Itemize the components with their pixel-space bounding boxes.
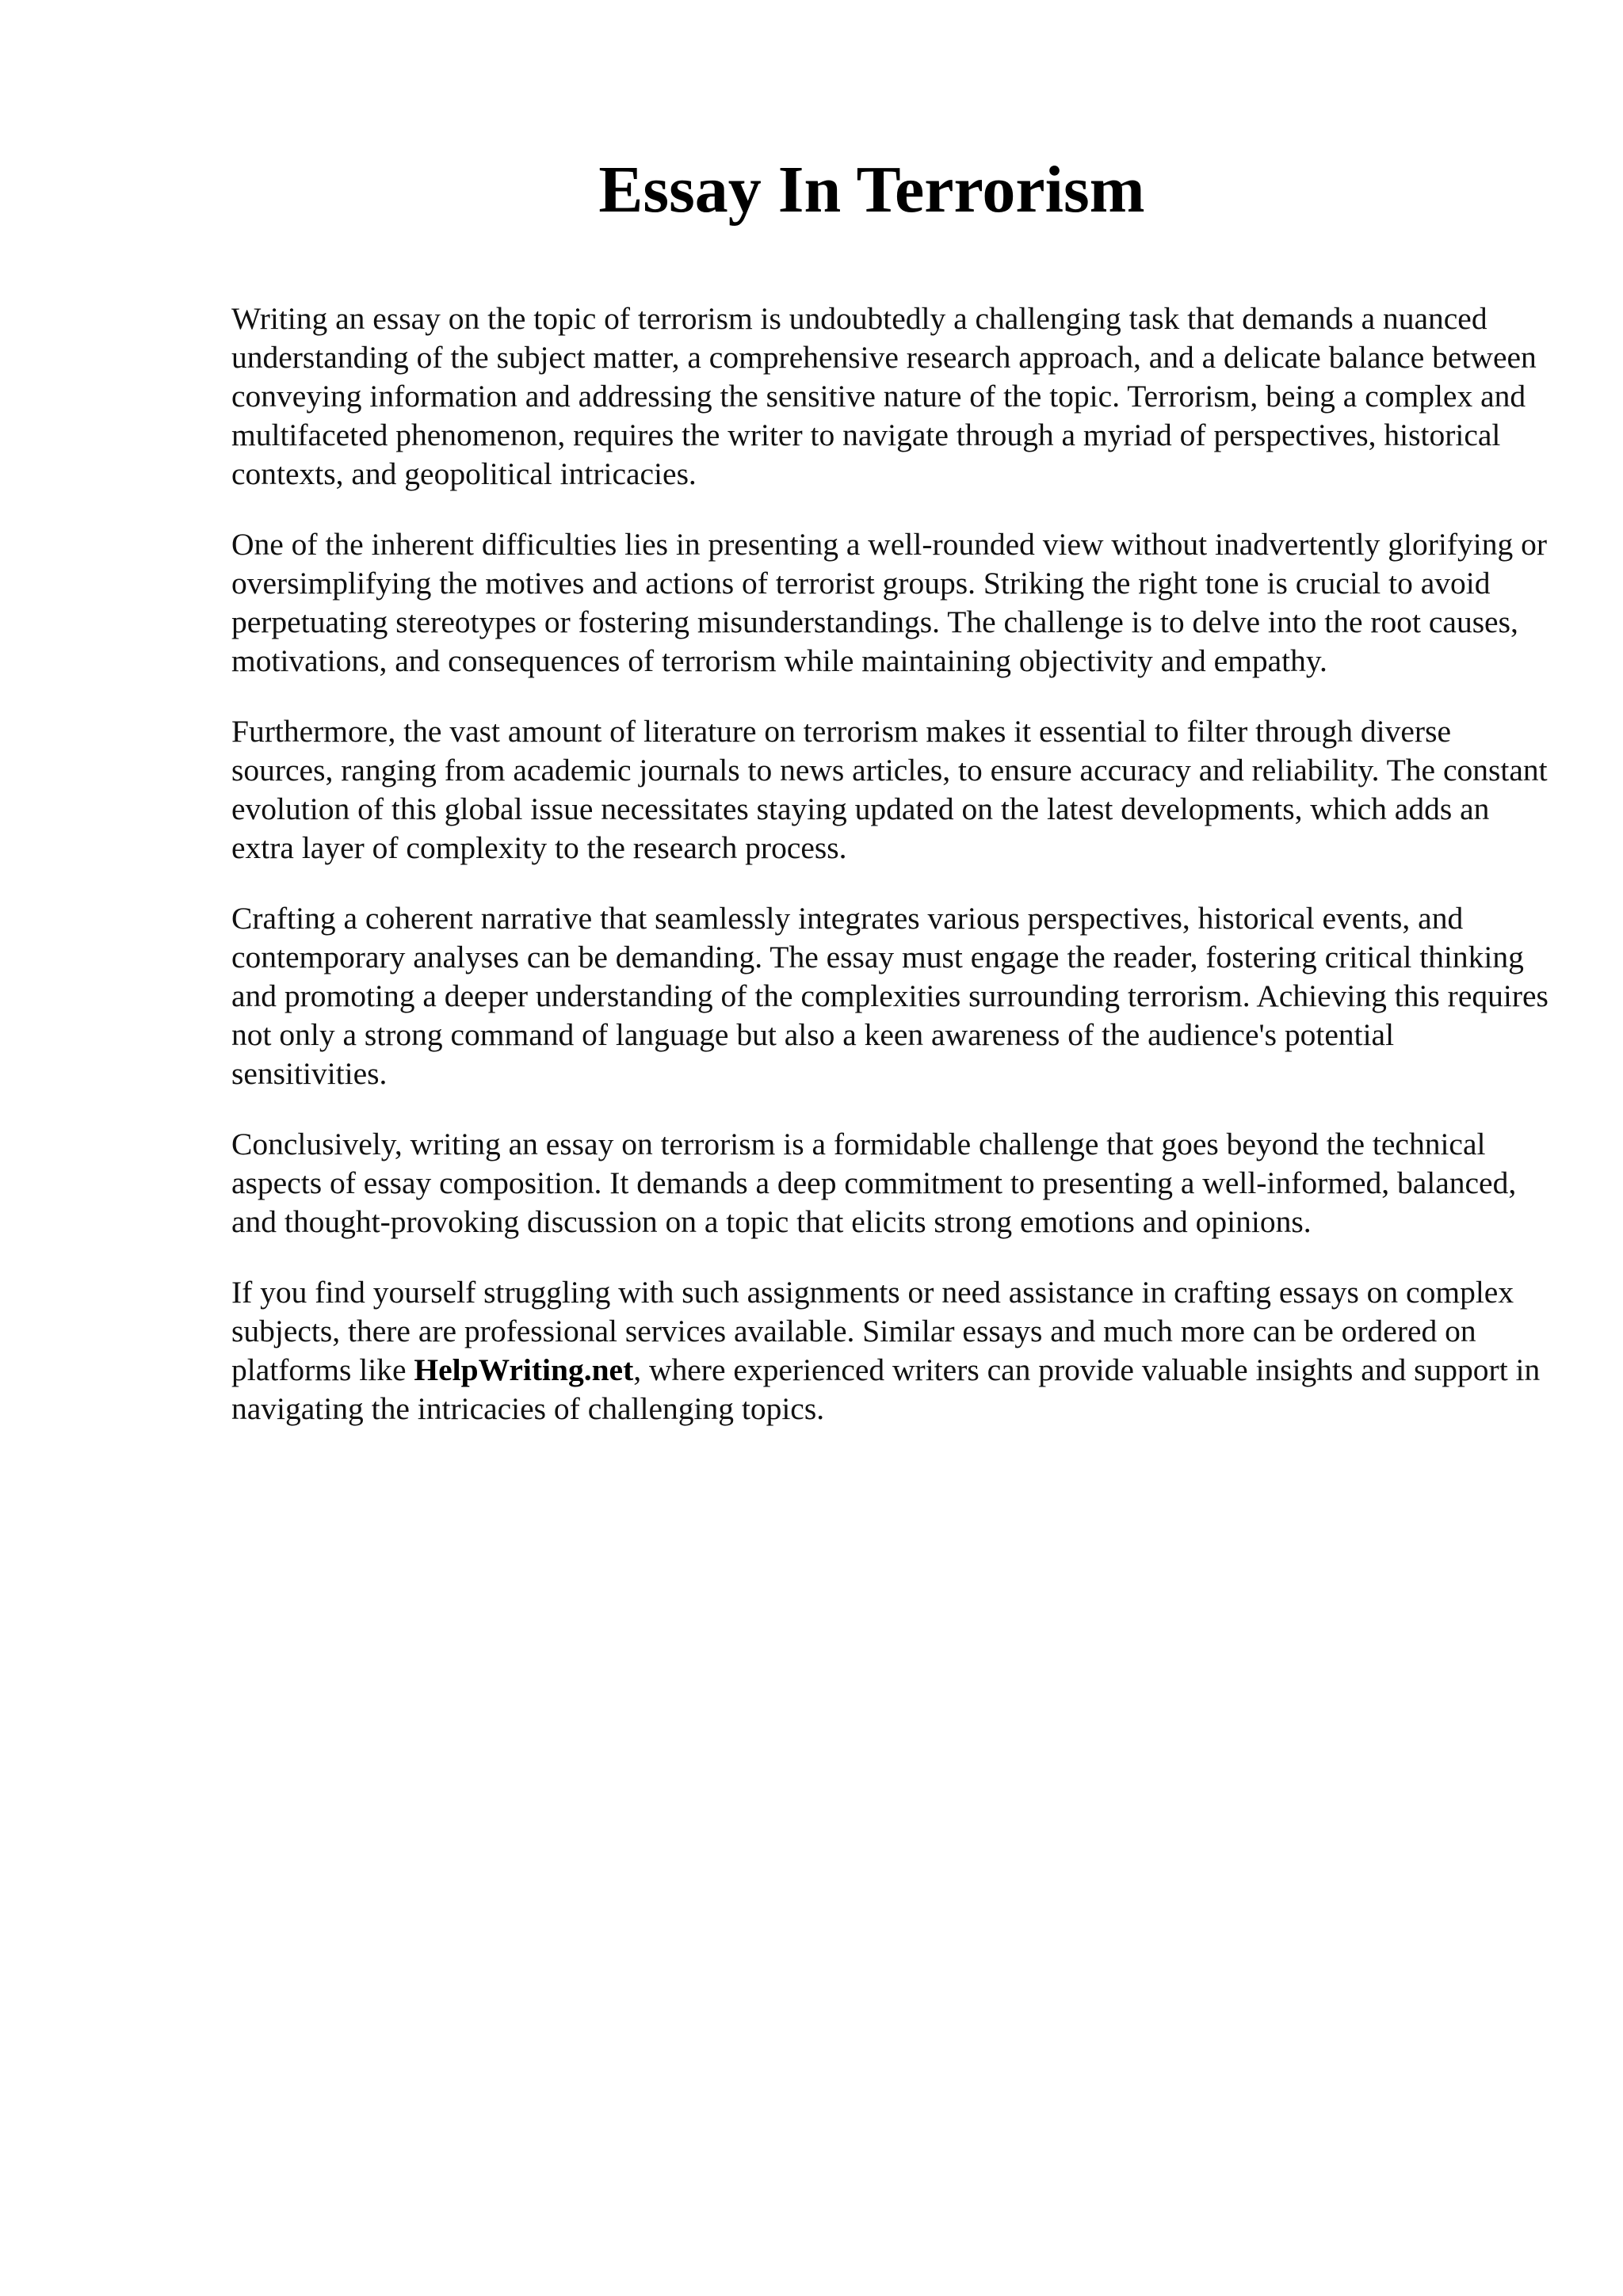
paragraph-intro: Writing an essay on the topic of terrorism is undoubtedly a challenging task that demands a nuanced understanding of the subject matter, a comprehensive research approach, and a delicate balance between conveying information and addressing the sensitive nature of the topic. Terrorism, being a complex and multifaceted phenomenon, requires the writer to navigate through a myriad of perspectives, historical contexts, and geopolitical intricacies. xyxy=(231,301,1537,491)
services-text-before: If you find yourself struggling with such assignments or need assistance in crafting essays on complex subjects, there are professional services available. Similar essays and much more can be ordered on platforms like xyxy=(231,1275,1514,1387)
services-text-after: , where experienced writers can provide valuable insights and support in navigating the intricacies of challenging topics. xyxy=(231,1352,1541,1426)
paragraph-narrative: Crafting a coherent narrative that seamlessly integrates various perspectives, historical events, and contemporary analyses can be demanding. The essay must engage the reader, fostering critical thinking and promoting a deeper understanding of the complexities surrounding terrorism. Achieving this requires not only a strong command of language but also a keen awareness of the audience's potential sensitivities. xyxy=(231,901,1549,1091)
paragraph-literature: Furthermore, the vast amount of literature on terrorism makes it essential to filter through diverse sources, ranging from academic journals to news articles, to ensure accuracy and reliability. The constant evolution of this global issue necessitates staying updated on the latest developments, which adds an extra layer of complexity to the research process. xyxy=(231,714,1548,865)
helpwriting-link[interactable]: HelpWriting.net xyxy=(414,1352,634,1387)
essay-body xyxy=(231,299,1555,1460)
paragraph-conclusion: Conclusively, writing an essay on terrorism is a formidable challenge that goes beyond the technical aspects of essay composition. It demands a deep commitment to presenting a well-informed, balanced, and thought-provoking discussion on a topic that elicits strong emotions and opinions. xyxy=(231,1127,1517,1239)
document-title: Essay In Terrorism xyxy=(598,153,1145,227)
paragraph-services xyxy=(231,1273,1555,1428)
paragraph-difficulties: One of the inherent difficulties lies in presenting a well-rounded view without inadvertently glorifying or oversimplifying the motives and actions of terrorist groups. Striking the right tone is crucial to avoid perpetuating stereotypes or fostering misunderstandings. The challenge is to delve into the root causes, motivations, and consequences of terrorism while maintaining objectivity and empathy. xyxy=(231,527,1548,678)
